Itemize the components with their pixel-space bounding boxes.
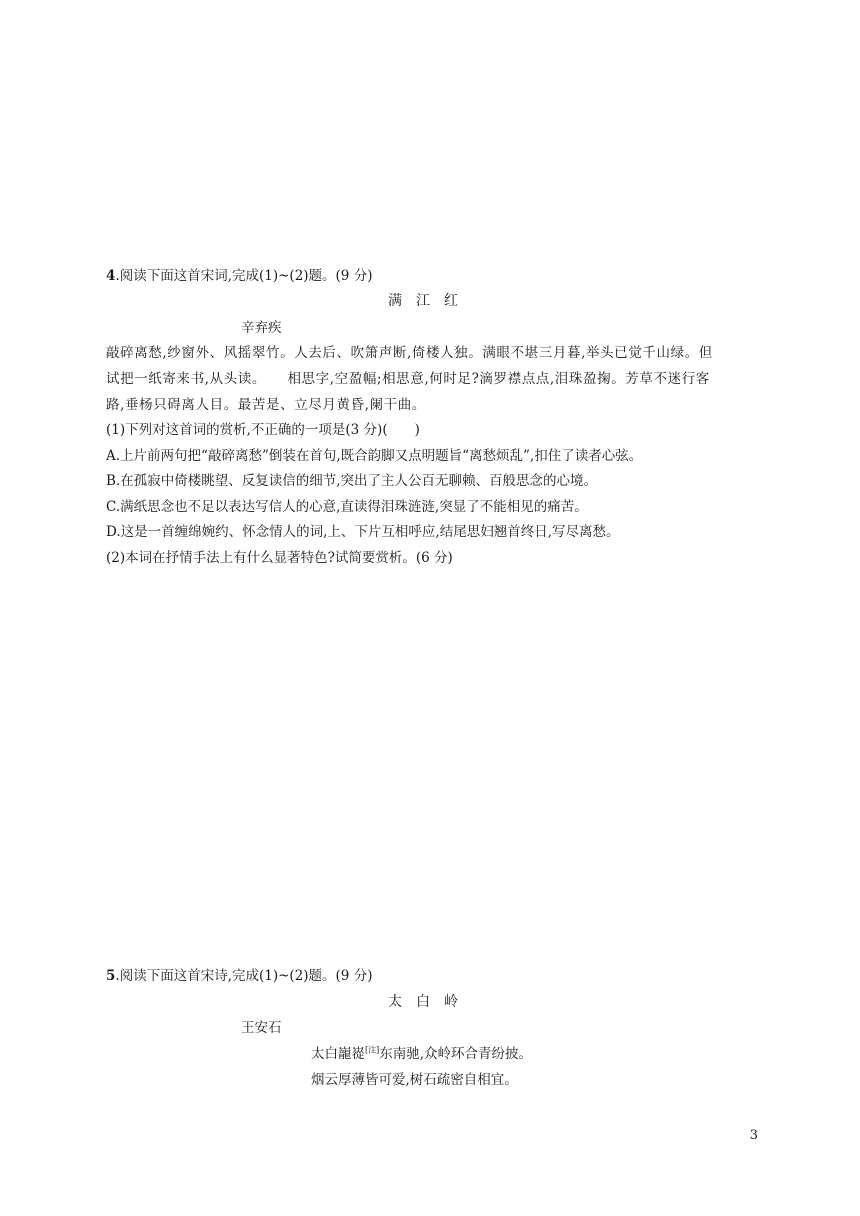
q4-option-a: A.上片前两句把“敲碎离愁”倒装在首句,既合韵脚又点明题旨“离愁烦乱”,扣住了读者心弦。: [106, 448, 643, 464]
q4-poem-line-2: 试把一纸寄来书,从头读。 相思字,空盈幅;相思意,何时足?滴罗襟点点,泪珠盈掬。芳草不迷行客: [106, 371, 710, 387]
q5-prompt: [106, 966, 372, 986]
q5-poem-title: 太白岭: [388, 994, 472, 1010]
q5-poem-author: 王安石: [241, 1020, 282, 1036]
q5-verse-2: 烟云厚薄皆可爱,树石疏密自相宜。: [311, 1072, 518, 1088]
q5-verse-1-start: 太白巃嵸: [311, 1046, 365, 1062]
q4-option-c: C.满纸思念也不足以表达写信人的心意,直读得泪珠涟涟,突显了不能相见的痛苦。: [106, 499, 588, 515]
q4-number: 4: [106, 268, 116, 284]
q5-verse-1-end: 东南驰,众岭环合青纷披。: [379, 1046, 533, 1062]
q4-sub-question-1: (1)下列对这首词的赏析,不正确的一项是(3 分)( ): [106, 422, 420, 438]
q4-option-d: D.这是一首缠绵婉约、怀念情人的词,上、下片互相呼应,结尾思妇翘首终日,写尽离愁。: [106, 524, 620, 540]
q5-prompt-text: .阅读下面这首宋诗,完成(1)~(2)题。(9 分): [115, 968, 373, 984]
q4-option-b: B.在孤寂中倚楼眺望、反复读信的细节,突出了主人公百无聊赖、百般思念的心境。: [106, 473, 598, 489]
q4-poem-line-3: 路,垂杨只碍离人目。最苦是、立尽月黄昏,阑干曲。: [106, 397, 426, 413]
q4-poem-line-1: 敲碎离愁,纱窗外、风摇翠竹。人去后、吹箫声断,倚楼人独。满眼不堪三月暮,举头已觉千山绿。但: [106, 345, 713, 361]
q4-poem-title: 满江红: [388, 293, 472, 309]
q4-sub-question-2: (2)本词在抒情手法上有什么显著特色?试简要赏析。(6 分): [106, 550, 453, 566]
q5-verse-1: [311, 1044, 532, 1064]
q5-footnote-marker: [注]: [365, 1045, 380, 1055]
q4-poem-author: 辛弃疾: [241, 320, 282, 336]
q5-number: 5: [106, 968, 116, 984]
q4-prompt-text: .阅读下面这首宋词,完成(1)~(2)题。(9 分): [115, 268, 373, 284]
q4-prompt: [106, 266, 372, 286]
page-number: 3: [749, 1128, 758, 1143]
